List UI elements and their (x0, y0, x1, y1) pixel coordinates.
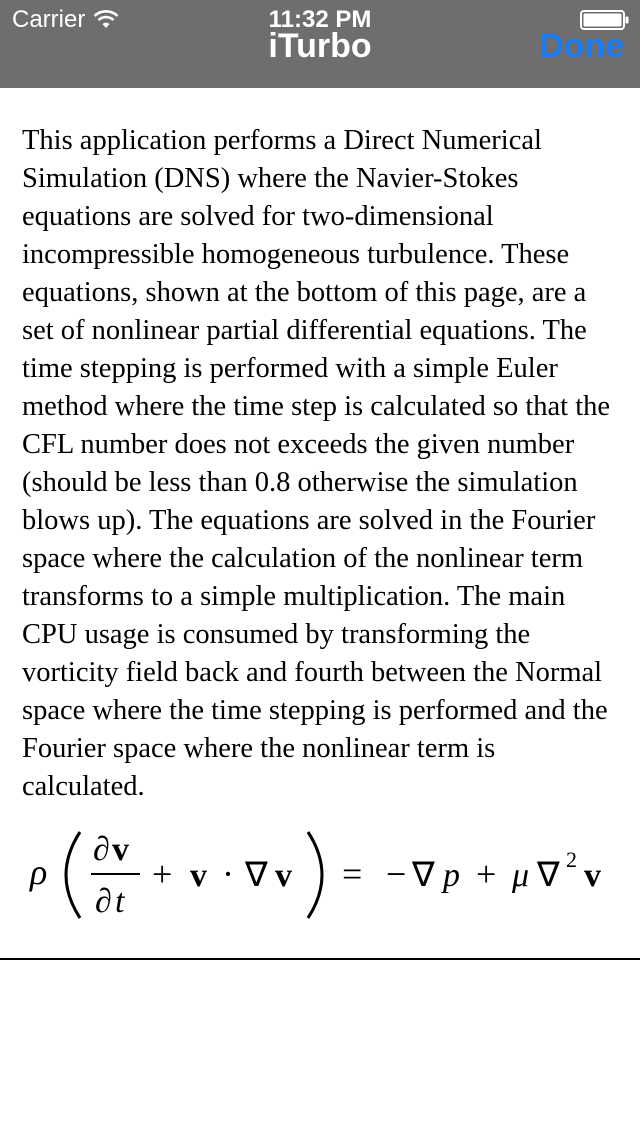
carrier-label: Carrier (12, 6, 86, 33)
eq-dot: · (222, 854, 234, 894)
done-button[interactable]: Done (539, 27, 624, 65)
eq-nabla-2: ∇ (412, 857, 435, 894)
description-paragraph: This application performs a Direct Numerical Simulation (DNS) where the Navier-Stokes equations are solved for two-dimensional incompressible homogeneous turbulence. These equations, shown at the bottom of this page, are a set of nonlinear partial differential equations. The time stepping is performed with a simple Euler method where the time step is calculated so that the CFL number does not exceeds the given number (should be less than 0.8 otherwise the simulation blows up). The equations are solved in the Fourier space where the calculation of the nonlinear term transforms to a simple multiplication. The main CPU usage is consumed by transforming the vorticity field back and fourth between the Normal space where the time stepping is performed and the Fourier space where the nonlinear term is calculated. (22, 125, 611, 802)
eq-squared: 2 (566, 847, 577, 872)
eq-v-visc: v (584, 857, 601, 894)
eq-equals: = (342, 854, 363, 894)
eq-plus-2: + (476, 854, 497, 894)
navigation-bar (0, 0, 640, 88)
eq-v-adv: v (190, 857, 207, 894)
eq-v-num: v (112, 831, 129, 868)
eq-mu: μ (512, 857, 530, 894)
eq-left-paren (66, 832, 80, 918)
eq-nabla-3: ∇ (537, 857, 560, 894)
eq-right-paren (308, 832, 322, 918)
horizontal-divider (0, 958, 640, 960)
eq-minus: − (386, 854, 407, 894)
eq-rho: ρ (30, 852, 48, 892)
eq-t: t (115, 883, 125, 920)
eq-v-grad: v (275, 857, 292, 894)
eq-partial-num: ∂ (93, 831, 110, 868)
status-time: 11:32 PM (268, 6, 372, 33)
nav-title: iTurbo (268, 27, 372, 65)
content-area (22, 122, 622, 806)
eq-p: p (443, 857, 460, 894)
eq-nabla-1: ∇ (245, 857, 268, 894)
eq-plus: + (152, 854, 173, 894)
eq-partial-den: ∂ (95, 883, 112, 920)
navier-stokes-equation (0, 820, 640, 930)
